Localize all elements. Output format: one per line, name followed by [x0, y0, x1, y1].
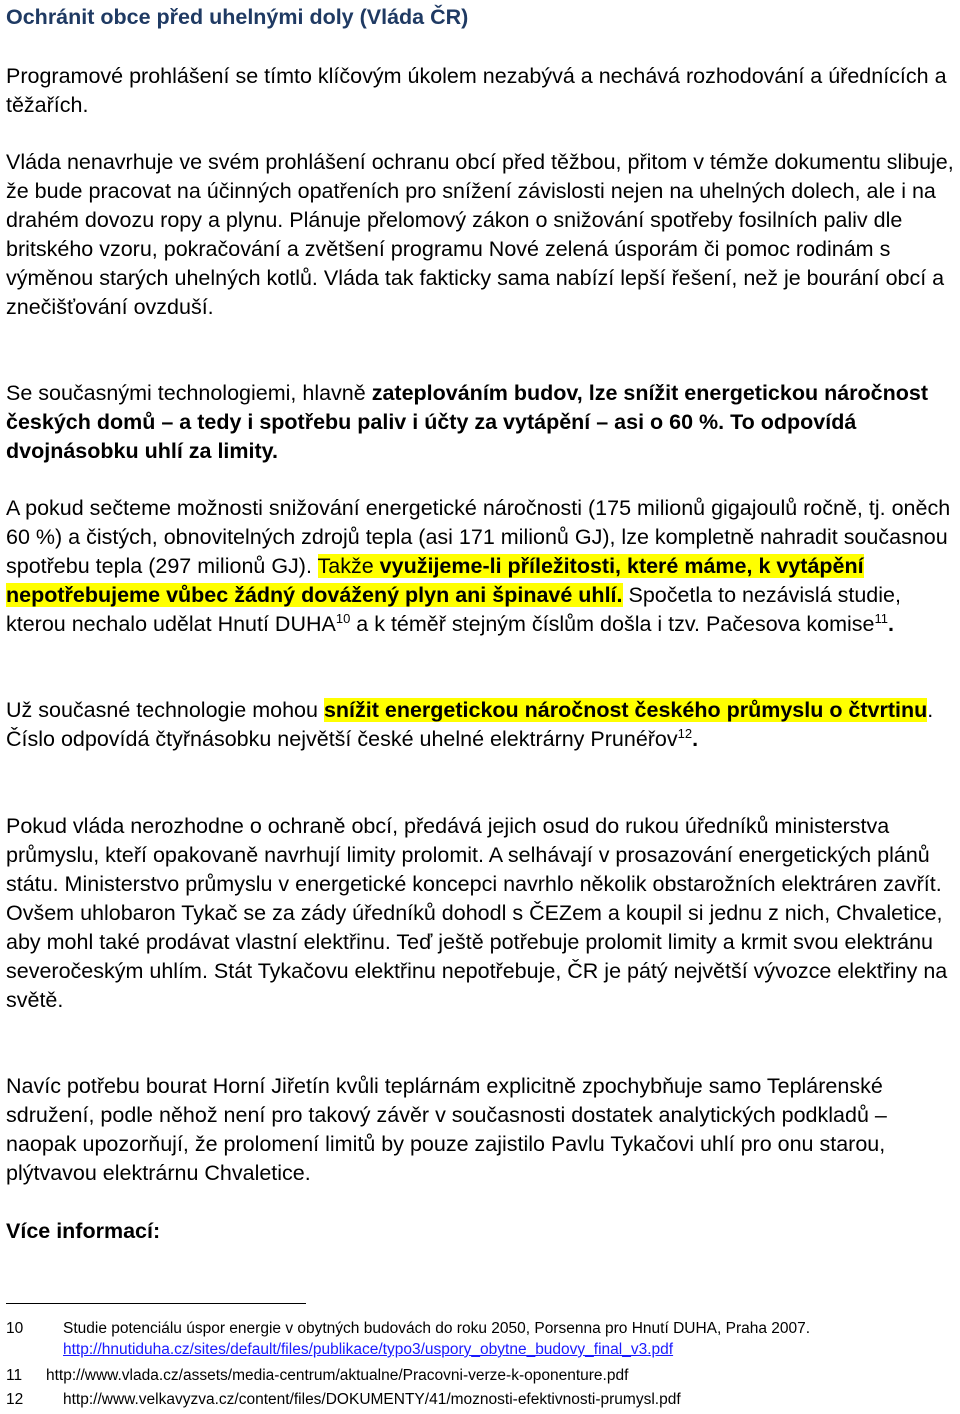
- heating-tail2: a k téměř stejným číslům došla i tzv. Pačesova komise: [350, 612, 875, 636]
- footnote-number: 12: [6, 1391, 24, 1408]
- paragraph-industry: [6, 696, 954, 754]
- paragraph-heating-sources: [6, 494, 954, 639]
- industry-lead: Už současné technologie mohou: [6, 698, 324, 722]
- paragraph-ministry: Pokud vláda nerozhodne o ochraně obcí, předává jejich osud do rukou úředníků ministerstva průmyslu, kteří opakovaně navrhují limity prolomit. A selhávají v prosazování energetických plánů státu. Ministerstvo průmyslu v energetické koncepci navrhlo několik obstarožních elektráren zavřít. Ovšem uhlobaron Tykač se za zády úředníků dohodl s ČEZem a koupil si jednu z nich, Chvaletice, aby mohl také prodávat vlastní elektřinu. Teď ještě potřebuje prolomit limity a krmit svou elektránu severočeským uhlím. Stát Tykačovu elektřinu nepotřebuje, ČR je pátý největší vývozce elektřiny na světě.: [6, 814, 948, 1012]
- footnote-link[interactable]: http://hnutiduha.cz/sites/default/files/publikace/typo3/uspory_obytne_budovy_final_v3.pdf: [63, 1341, 674, 1358]
- paragraph-government-plan: Vláda nenavrhuje ve svém prohlášení ochranu obcí před těžbou, přitom v témže dokumentu slibuje, že bude pracovat na účinných opatřeních pro snížení závislosti nejen na uhelných dolech, ale i na drahém dovozu ropy a plynu. Plánuje přelomový zákon o snižování spotřeby fosilních paliv dle britského vzoru, pokračování a zvětšení programu Nové zelená úsporám či pomoc rodinám s výměnou starých uhelných kotlů. Vláda tak fakticky sama nabízí lepší řešení, než je bourání obcí a znečišťování ovzduší.: [6, 150, 954, 319]
- heating-highlight-plain: Takže: [317, 554, 380, 578]
- industry-end: .: [692, 727, 699, 751]
- paragraph-jiretin: Navíc potřebu bourat Horní Jiřetín kvůli teplárnám explicitně zpochybňuje samo Teplárenské sdružení, podle něhož není pro takový závěr v současnosti dostatek analytických podkladů – naopak upozorňují, že prolomení limitů by pouze zajistilo Pavlu Tykačovi uhlí pro onu starou, plýtvavou elektrárnu Chvaletice.: [6, 1074, 887, 1185]
- heating-lead: A pokud sečteme možnosti snižování energetické náročnosti (175 milionů gigajoulů ročně, tj. oněch 60 %) a čistých, obnovitelných zdrojů tepla (asi 171 milionů GJ), lze kompletně nahradit současnou spotřebu tepla (297 milionů GJ).: [6, 496, 951, 578]
- industry-highlight: snížit energetickou náročnost českého průmyslu o čtvrtinu: [323, 698, 928, 722]
- footnote-number: 10: [6, 1320, 24, 1337]
- heating-tail: Spočetla to nezávislá studie, kterou nechalo udělat Hnutí DUHA: [6, 583, 901, 636]
- page-title: Ochránit obce před uhelnými doly (Vláda ČR): [6, 5, 469, 29]
- insulation-bold: zateplováním budov, lze snížit energetickou náročnost českých domů – a tedy i spotřebu paliv i účty za vytápění – asi o 60 %. To odpovídá dvojnásobku uhlí za limity.: [6, 381, 929, 463]
- footnote-number: 11: [6, 1367, 23, 1384]
- footnote-ref-10: 10: [335, 611, 351, 626]
- footnote-divider: [6, 1303, 306, 1304]
- footnote-ref-11: 11: [874, 611, 888, 626]
- footnote-text: http://www.vlada.cz/assets/media-centrum/aktualne/Pracovni-verze-k-oponenture.pdf: [46, 1367, 629, 1384]
- industry-tail: . Číslo odpovídá čtyřnásobku největší české uhelné elektrárny Prunéřov: [6, 698, 934, 751]
- footnote-text: Studie potenciálu úspor energie v obytných budovách do roku 2050, Porsenna pro Hnutí DUHA, Praha 2007.: [63, 1320, 811, 1337]
- paragraph-insulation: [6, 379, 954, 466]
- footnote-ref-12: 12: [677, 726, 693, 741]
- insulation-lead: Se současnými technologiemi, hlavně: [6, 381, 372, 405]
- heating-end: .: [887, 612, 894, 636]
- more-info-heading: Více informací:: [6, 1219, 161, 1243]
- paragraph-intro: Programové prohlášení se tímto klíčovým úkolem nezabývá a nechává rozhodování a úřednících a těžařích.: [6, 64, 947, 117]
- footnote-text: http://www.velkavyzva.cz/content/files/DOKUMENTY/41/moznosti-efektivnosti-prumysl.pdf: [63, 1391, 681, 1408]
- heating-highlight-bold: využijeme-li příležitosti, které máme, k vytápění nepotřebujeme vůbec žádný dovážený plyn ani špinavé uhlí.: [6, 554, 864, 607]
- footnote-10: [6, 1318, 954, 1362]
